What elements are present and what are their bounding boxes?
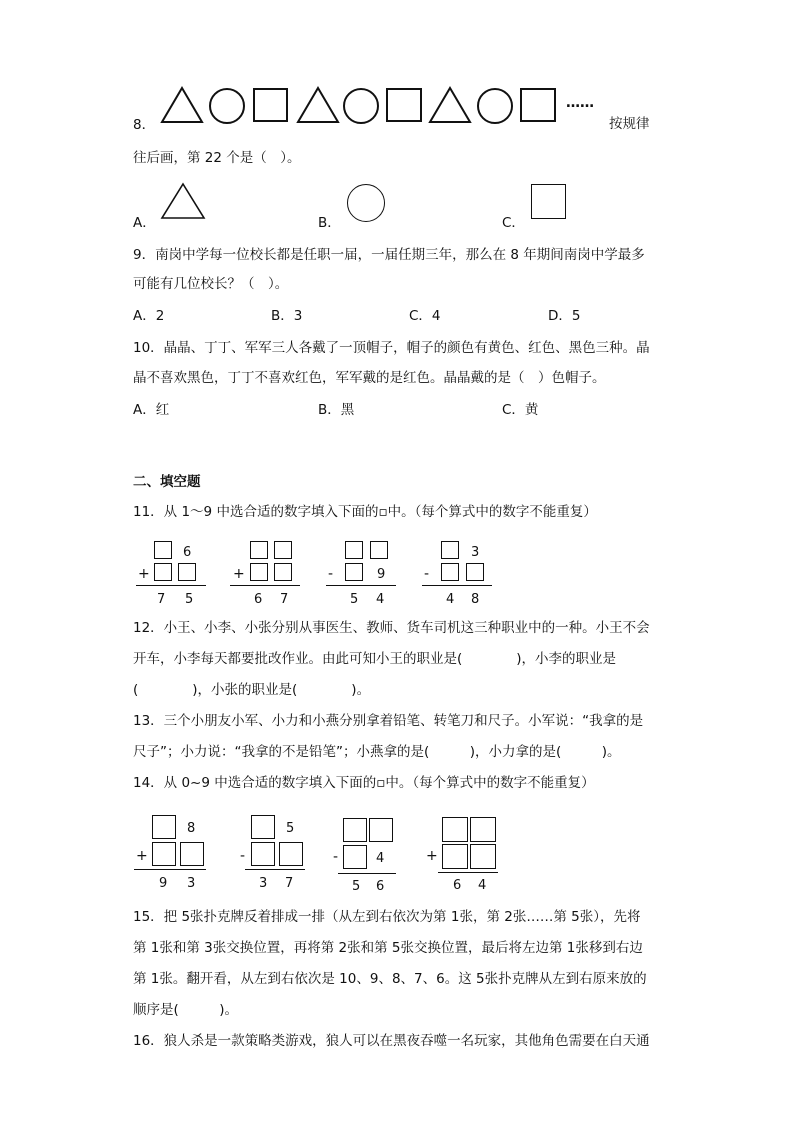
answer-box[interactable] — [279, 842, 303, 866]
triangle-option-shape — [160, 182, 206, 220]
q9-line2: 可能有几位校长？（ ）。 — [133, 276, 289, 292]
triangle-shape — [428, 86, 472, 124]
q10-option-c[interactable]: C．黄 — [502, 402, 539, 418]
q12-line3: ( )，小张的职业是( )。 — [133, 682, 371, 698]
answer-box[interactable] — [251, 842, 275, 866]
result-digit: 9 — [159, 876, 168, 891]
equation-line — [134, 869, 206, 870]
operator: - — [333, 849, 339, 865]
answer-box[interactable] — [250, 563, 268, 581]
equation-line — [230, 585, 300, 586]
answer-box[interactable] — [470, 844, 496, 869]
circle-shape — [477, 88, 513, 124]
q9-option-a[interactable]: A．2 — [133, 308, 165, 324]
result-digit: 7 — [280, 592, 289, 607]
digit: 9 — [377, 567, 386, 582]
q15-line4: 顺序是( )。 — [133, 1002, 239, 1018]
digit: 8 — [187, 821, 196, 836]
equation-line — [422, 585, 492, 586]
result-digit: 6 — [453, 878, 462, 893]
digit: 4 — [376, 851, 385, 866]
equation-line — [438, 872, 498, 873]
triangle-shape — [296, 86, 340, 124]
q8-option-b[interactable]: B． — [318, 215, 341, 231]
result-digit: 8 — [471, 592, 480, 607]
result-digit: 4 — [478, 878, 487, 893]
circle-shape — [343, 88, 379, 124]
digit: 6 — [183, 545, 192, 560]
q8-option-a[interactable]: A． — [133, 215, 156, 231]
square-shape — [386, 88, 422, 122]
answer-box[interactable] — [274, 541, 292, 559]
answer-box[interactable] — [154, 563, 172, 581]
q10-option-a[interactable]: A．红 — [133, 402, 170, 418]
answer-box[interactable] — [442, 844, 468, 869]
q9-line1: 9．南岗中学每一位校长都是任职一届，一届任期三年，那么在 8 年期间南岗中学最多 — [133, 247, 645, 263]
answer-box[interactable] — [152, 815, 176, 839]
circle-option-shape — [347, 184, 385, 222]
q14-text: 14．从 0~9 中选合适的数字填入下面的▫中。（每个算式中的数字不能重复） — [133, 775, 595, 791]
answer-box[interactable] — [274, 563, 292, 581]
answer-box[interactable] — [345, 563, 363, 581]
result-digit: 4 — [376, 592, 385, 607]
q12-line2: 开车，小李每天都要批改作业。由此可知小王的职业是( )，小李的职业是 — [133, 651, 617, 667]
square-option-shape — [531, 184, 566, 219]
result-digit: 3 — [187, 876, 196, 891]
answer-box[interactable] — [178, 563, 196, 581]
operator: + — [138, 566, 150, 582]
q8-line2: 往后画，第 22 个是（ ）。 — [133, 150, 301, 166]
answer-box[interactable] — [154, 541, 172, 559]
answer-box[interactable] — [441, 541, 459, 559]
square-shape — [253, 88, 288, 122]
q8-ellipsis: …… — [566, 95, 594, 111]
circle-shape — [209, 88, 245, 124]
answer-box[interactable] — [343, 818, 367, 842]
q9-option-d[interactable]: D．5 — [548, 308, 581, 324]
q12-line1: 12．小王、小李、小张分别从事医生、教师、货车司机这三种职业中的一种。小王不会 — [133, 620, 650, 636]
answer-box[interactable] — [441, 563, 459, 581]
answer-box[interactable] — [369, 818, 393, 842]
q10-line1: 10．晶晶、丁丁、军军三人各戴了一顶帽子，帽子的颜色有黄色、红色、黑色三种。晶 — [133, 340, 650, 356]
answer-box[interactable] — [442, 817, 468, 842]
operator: - — [328, 566, 334, 582]
answer-box[interactable] — [466, 563, 484, 581]
result-digit: 6 — [254, 592, 263, 607]
triangle-shape — [160, 86, 204, 124]
q16-line1: 16．狼人杀是一款策略类游戏，狼人可以在黑夜吞噬一名玩家，其他角色需要在白天通 — [133, 1033, 650, 1049]
q15-line3: 第 1张。翻开看，从左到右依次是 10、9、8、7、6。这 5张扑克牌从左到右原来放的 — [133, 971, 647, 987]
operator: + — [136, 848, 148, 864]
digit: 3 — [471, 545, 480, 560]
q11-text: 11．从 1～9 中选合适的数字填入下面的▫中。（每个算式中的数字不能重复） — [133, 504, 597, 520]
digit: 5 — [286, 821, 295, 836]
equation-line — [338, 873, 396, 874]
equation-line — [136, 585, 206, 586]
operator: - — [240, 848, 246, 864]
answer-box[interactable] — [152, 842, 176, 866]
square-shape — [520, 88, 556, 122]
q9-option-c[interactable]: C．4 — [409, 308, 441, 324]
q8-option-c[interactable]: C． — [502, 215, 525, 231]
operator: + — [426, 848, 438, 864]
q8-number: 8． — [133, 117, 156, 133]
q13-line2: 尺子”；小力说：“我拿的不是铅笔”；小燕拿的是( )，小力拿的是( )。 — [133, 744, 621, 760]
result-digit: 5 — [185, 592, 194, 607]
result-digit: 5 — [350, 592, 359, 607]
operator: + — [233, 566, 245, 582]
q10-option-b[interactable]: B．黑 — [318, 402, 355, 418]
answer-box[interactable] — [345, 541, 363, 559]
q15-line2: 第 1张和第 3张交换位置，再将第 2张和第 5张交换位置，最后将左边第 1张移到右边 — [133, 940, 643, 956]
answer-box[interactable] — [370, 541, 388, 559]
q13-line1: 13．三个小朋友小军、小力和小燕分别拿着铅笔、转笔刀和尺子。小军说：“我拿的是 — [133, 713, 644, 729]
answer-box[interactable] — [343, 845, 367, 869]
q10-line2: 晶不喜欢黑色，丁丁不喜欢红色，军军戴的是红色。晶晶戴的是（ ）色帽子。 — [133, 370, 606, 386]
answer-box[interactable] — [470, 817, 496, 842]
result-digit: 7 — [285, 876, 294, 891]
result-digit: 6 — [376, 879, 385, 894]
operator: - — [424, 566, 430, 582]
equation-line — [326, 585, 396, 586]
q9-option-b[interactable]: B．3 — [271, 308, 303, 324]
q8-tail-text: 按规律 — [609, 116, 650, 132]
answer-box[interactable] — [250, 541, 268, 559]
result-digit: 3 — [259, 876, 268, 891]
section-title: 二、填空题 — [133, 474, 201, 490]
q15-line1: 15．把 5张扑克牌反着排成一排（从左到右依次为第 1张，第 2张……第 5张），先将 — [133, 909, 641, 925]
equation-line — [245, 869, 305, 870]
result-digit: 5 — [352, 879, 361, 894]
result-digit: 7 — [157, 592, 166, 607]
answer-box[interactable] — [251, 815, 275, 839]
result-digit: 4 — [446, 592, 455, 607]
answer-box[interactable] — [180, 842, 204, 866]
